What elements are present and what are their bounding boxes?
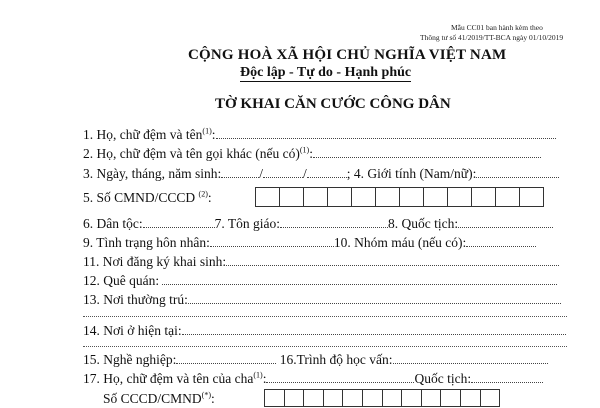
father-id-boxes[interactable]: [264, 389, 500, 407]
digit-box[interactable]: [448, 187, 472, 207]
field-occupation-education: [83, 352, 548, 368]
digit-box[interactable]: [280, 187, 304, 207]
field-full-name: [83, 127, 556, 143]
date-separator: /: [259, 166, 263, 181]
field-hometown: [83, 273, 557, 289]
colon: :: [309, 146, 313, 161]
field-other-name: [83, 146, 541, 162]
motto-text: Độc lập - Tự do - Hạnh phúc: [240, 65, 412, 80]
field-current-residence: [83, 323, 566, 339]
date-separator: /: [303, 166, 307, 181]
father-name-input[interactable]: [266, 371, 414, 383]
field-label: 8. Quốc tịch:: [388, 216, 459, 231]
field-ethnicity-religion-nationality: [83, 216, 553, 232]
footnote-marker: (2): [198, 189, 208, 199]
digit-box[interactable]: [402, 389, 422, 407]
field-label: 13. Nơi thường trú:: [83, 292, 188, 307]
digit-box[interactable]: [383, 389, 403, 407]
digit-box[interactable]: [461, 389, 481, 407]
colon: :: [210, 391, 215, 406]
field-label: 7. Tôn giáo:: [214, 216, 280, 231]
permanent-residence-continuation-line[interactable]: [83, 316, 567, 317]
field-label: 9. Tình trạng hôn nhân:: [83, 235, 210, 250]
digit-box[interactable]: [441, 389, 461, 407]
full-name-input[interactable]: [216, 127, 556, 139]
digit-box[interactable]: [422, 389, 442, 407]
birth-registration-input[interactable]: [226, 254, 559, 266]
field-father: [83, 371, 543, 387]
colon: :: [207, 190, 212, 205]
digit-box[interactable]: [328, 187, 352, 207]
footnote-marker: (*): [201, 390, 211, 400]
footnote-marker: (1): [299, 145, 310, 155]
field-father-id: [103, 391, 215, 407]
form-note-line1: Mẫu CC01 ban hành kèm theo: [451, 23, 543, 32]
father-nationality-input[interactable]: [471, 371, 543, 383]
digit-box[interactable]: [376, 187, 400, 207]
field-label: Số CCCD/CMND: [103, 391, 202, 406]
gender-input[interactable]: [476, 166, 559, 178]
education-input[interactable]: [393, 352, 548, 364]
field-id-number: [83, 190, 212, 206]
permanent-residence-input[interactable]: [188, 292, 561, 304]
digit-box[interactable]: [424, 187, 448, 207]
dob-month-input[interactable]: [263, 166, 303, 178]
field-label: 15. Nghề nghiệp:: [83, 352, 177, 367]
digit-box[interactable]: [256, 187, 280, 207]
dob-day-input[interactable]: [221, 166, 259, 178]
field-label: 2. Họ, chữ đệm và tên gọi khác (nếu có): [83, 146, 300, 161]
digit-box[interactable]: [352, 187, 376, 207]
religion-input[interactable]: [280, 216, 388, 228]
field-label: 10. Nhóm máu (nếu có):: [333, 235, 467, 250]
field-label: 17. Họ, chữ đệm và tên của cha: [83, 371, 254, 386]
field-marital-blood: [83, 235, 536, 251]
digit-box[interactable]: [304, 187, 328, 207]
nationality-input[interactable]: [458, 216, 553, 228]
digit-box[interactable]: [304, 389, 324, 407]
digit-box[interactable]: [481, 389, 501, 407]
digit-box[interactable]: [472, 187, 496, 207]
occupation-input[interactable]: [176, 352, 276, 364]
digit-box[interactable]: [265, 389, 285, 407]
field-label: 1. Họ, chữ đệm và tên: [83, 127, 203, 142]
field-birth-registration: [83, 254, 559, 270]
digit-box[interactable]: [285, 389, 305, 407]
field-permanent-residence: [83, 292, 561, 308]
digit-box[interactable]: [343, 389, 363, 407]
dob-year-input[interactable]: [307, 166, 347, 178]
field-label: 12. Quê quán:: [83, 273, 160, 288]
field-label: 14. Nơi ở hiện tại:: [83, 323, 182, 338]
form-note-line2: Thông tư số 41/2019/TT-BCA ngày 01/10/2019: [420, 33, 564, 42]
field-label: ; 4. Giới tính (Nam/nữ):: [346, 166, 477, 181]
ethnicity-input[interactable]: [143, 216, 215, 228]
digit-box[interactable]: [496, 187, 520, 207]
footnote-marker: (1): [253, 370, 263, 380]
id-number-boxes[interactable]: [255, 187, 544, 207]
field-label: Quốc tịch:: [414, 371, 472, 386]
field-label: 11. Nơi đăng ký khai sinh:: [83, 254, 227, 269]
document-title: TỜ KHAI CĂN CƯỚC CÔNG DÂN: [215, 96, 451, 112]
digit-box[interactable]: [520, 187, 544, 207]
colon: :: [262, 371, 267, 386]
field-label: 5. Số CMND/CCCD: [83, 190, 199, 205]
digit-box[interactable]: [324, 389, 344, 407]
other-name-input[interactable]: [313, 146, 541, 158]
field-dob-gender: [83, 166, 559, 182]
current-residence-input[interactable]: [182, 323, 566, 335]
marital-status-input[interactable]: [210, 235, 334, 247]
colon: :: [211, 127, 216, 142]
hometown-input[interactable]: [162, 273, 557, 285]
digit-box[interactable]: [400, 187, 424, 207]
national-title: CỘNG HOÀ XÃ HỘI CHỦ NGHĨA VIỆT NAM: [188, 47, 507, 63]
field-label: 16.Trình độ học vấn:: [279, 352, 393, 367]
current-residence-continuation-line[interactable]: [83, 346, 567, 347]
footnote-marker: (1): [202, 126, 212, 136]
motto: [240, 65, 411, 81]
field-label: 3. Ngày, tháng, năm sinh:: [83, 166, 222, 181]
digit-box[interactable]: [363, 389, 383, 407]
field-label: 6. Dân tộc:: [83, 216, 143, 231]
blood-type-input[interactable]: [466, 235, 536, 247]
